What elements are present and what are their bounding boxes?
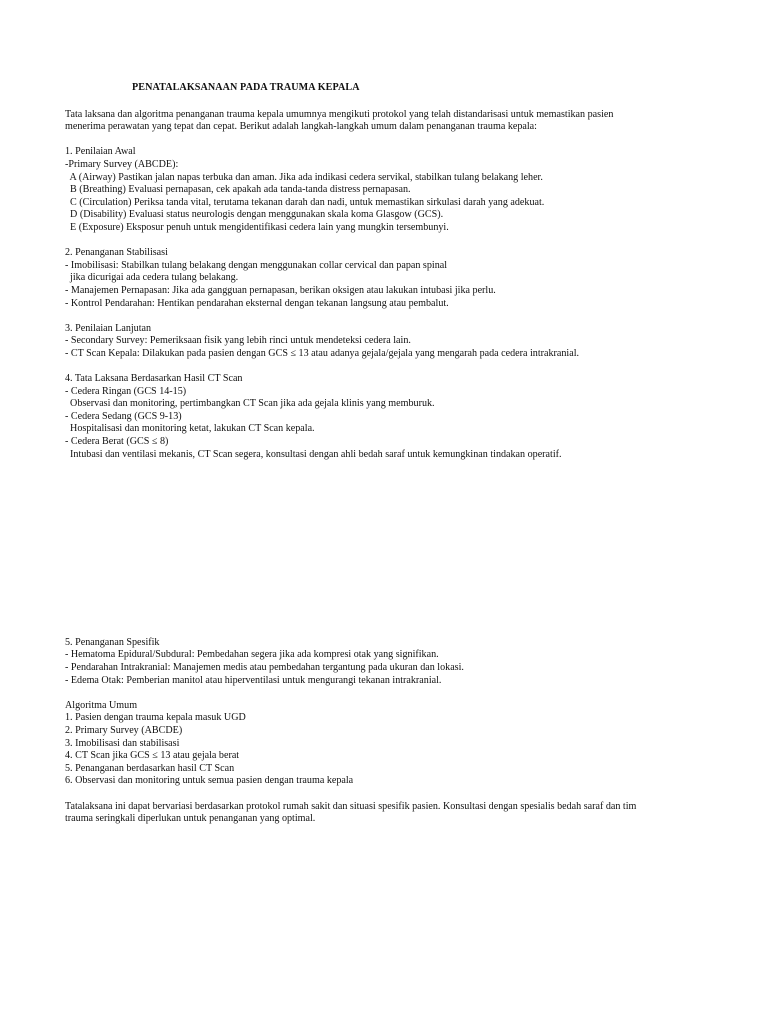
section-line: Intubasi dan ventilasi mekanis, CT Scan segera, konsultasi dengan ahli bedah saraf untuk kemungkinan tindakan operatif. [65,448,562,460]
section-penilaian-awal [65,146,705,234]
section-penanganan-spesifik [65,637,705,687]
section-heading: 5. Penanganan Spesifik [65,636,160,648]
intro-paragraph [65,109,705,134]
section-line: - Hematoma Epidural/Subdural: Pembedahan segera jika ada kompresi otak yang signifikan. [65,649,439,661]
section-line: -Primary Survey (ABCDE): [65,158,179,170]
section-line: - Edema Otak: Pemberian manitol atau hiperventilasi untuk mengurangi tekanan intrakranial. [65,674,442,686]
section-tata-laksana-ct [65,373,705,461]
closing-line: Tatalaksana ini dapat bervariasi berdasarkan protokol rumah sakit dan situasi spesifik pasien. Konsultasi dengan spesialis bedah saraf dan tim [65,800,637,812]
section-line: D (Disability) Evaluasi status neurologis dengan menggunakan skala koma Glasgow (GCS). [65,209,444,221]
document-title: PENATALAKSANAAN PADA TRAUMA KEPALA [132,82,360,93]
section-line: Observasi dan monitoring, pertimbangkan CT Scan jika ada gejala klinis yang memburuk. [65,398,435,410]
section-algoritma-umum [65,700,705,788]
algorithm-step: 4. CT Scan jika GCS ≤ 13 atau gejala berat [65,750,240,762]
section-heading: 2. Penanganan Stabilisasi [65,247,168,259]
section-line: - Imobilisasi: Stabilkan tulang belakang dengan menggunakan collar cervical dan papan spinal [65,259,448,271]
section-line: - Secondary Survey: Pemeriksaan fisik yang lebih rinci untuk mendeteksi cedera lain. [65,335,411,347]
algorithm-step: 5. Penanganan berdasarkan hasil CT Scan [65,762,235,774]
section-heading: Algoritma Umum [65,699,138,711]
section-penilaian-lanjutan [65,323,705,361]
algorithm-step: 2. Primary Survey (ABCDE) [65,724,183,736]
section-line: E (Exposure) Eksposur penuh untuk mengidentifikasi cedera lain yang mungkin tersembunyi. [65,221,449,233]
algorithm-step: 1. Pasien dengan trauma kepala masuk UGD [65,712,246,724]
section-line: - Cedera Sedang (GCS 9-13) [65,410,182,422]
section-line: - Pendarahan Intrakranial: Manajemen medis atau pembedahan tergantung pada ukuran dan lokasi. [65,662,464,673]
intro-line: Tata laksana dan algoritma penanganan trauma kepala umumnya mengikuti protokol yang telah distandarisasi untuk memastikan pasien [65,108,614,120]
blank-space [65,474,705,637]
section-line: - Cedera Berat (GCS ≤ 8) [65,436,169,448]
section-line: - CT Scan Kepala: Dilakukan pada pasien dengan GCS ≤ 13 atau adanya gejala/gejala yang mengarah pada cedera intrakranial. [65,347,580,359]
intro-line: menerima perawatan yang tepat dan cepat. Berikut adalah langkah-langkah umum dalam penanganan trauma kepala: [65,121,537,133]
section-line: jika dicurigai ada cedera tulang belakang. [65,272,239,284]
section-heading: 1. Penilaian Awal [65,146,136,158]
section-line: B (Breathing) Evaluasi pernapasan, cek apakah ada tanda-tanda distress pernapasan. [65,184,411,196]
algorithm-step: 3. Imobilisasi dan stabilisasi [65,737,180,749]
section-heading: 3. Penilaian Lanjutan [65,322,152,334]
section-penanganan-stabilisasi [65,247,705,310]
closing-line: trauma seringkali diperlukan untuk penanganan yang optimal. [65,813,316,825]
algorithm-step: 6. Observasi dan monitoring untuk semua pasien dengan trauma kepala [65,775,354,787]
section-line: - Kontrol Pendarahan: Hentikan pendarahan eksternal dengan tekanan langsung atau pembalut. [65,297,449,309]
section-line: A (Airway) Pastikan jalan napas terbuka dan aman. Jika ada indikasi cedera servikal, stabilkan tulang belakang leher. [65,171,543,183]
closing-paragraph [65,801,705,826]
document-body [65,82,705,838]
section-line: - Manajemen Pernapasan: Jika ada gangguan pernapasan, berikan oksigen atau lakukan intubasi jika perlu. [65,284,496,296]
section-line: Hospitalisasi dan monitoring ketat, lakukan CT Scan kepala. [65,423,315,435]
section-heading: 4. Tata Laksana Berdasarkan Hasil CT Scan [65,373,243,385]
section-line: C (Circulation) Periksa tanda vital, terutama tekanan darah dan nadi, untuk memastikan sirkulasi darah yang adekuat. [65,196,545,208]
section-line: - Cedera Ringan (GCS 14-15) [65,385,187,397]
